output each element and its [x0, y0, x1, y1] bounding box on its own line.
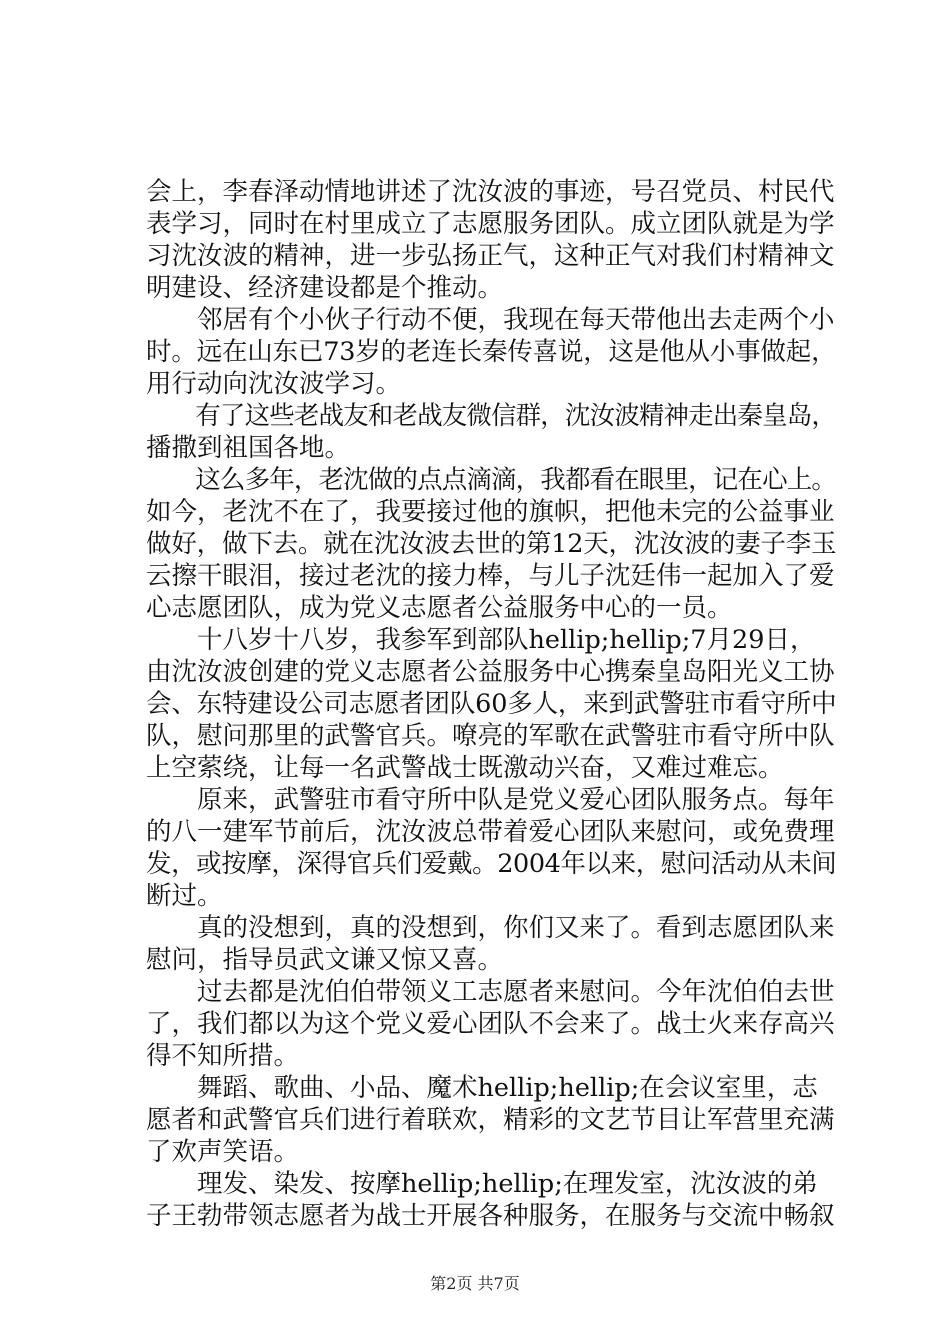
text-line: 原来，武警驻市看守所中队是党义爱心团队服务点。每年 — [146, 785, 835, 815]
text-line: 上空萦绕，让每一名武警战士既激动兴奋，又难过难忘。 — [146, 753, 784, 783]
text-line: 队，慰问那里的武警官兵。嘹亮的军歌在武警驻市看守所中队 — [146, 721, 835, 751]
text-line: 舞蹈、歌曲、小品、魔术hellip;hellip;在会议室里，志 — [146, 1073, 818, 1103]
text-line: 了欢声笑语。 — [146, 1137, 300, 1167]
text-line: 十八岁十八岁，我参军到部队hellip;hellip;7月29日， — [146, 625, 816, 655]
text-line: 如今，老沈不在了，我要接过他的旗帜，把他未完的公益事业 — [146, 497, 835, 527]
text-line: 由沈汝波创建的党义志愿者公益服务中心携秦皇岛阳光义工协 — [146, 657, 835, 687]
text-line: 子王勃带领志愿者为战士开展各种服务，在服务与交流中畅叙 — [146, 1201, 835, 1231]
text-line: 心志愿团队，成为党义志愿者公益服务中心的一员。 — [146, 593, 733, 623]
text-line: 时。远在山东已73岁的老连长秦传喜说，这是他从小事做起， — [146, 337, 837, 367]
text-line: 有了这些老战友和老战友微信群，沈汝波精神走出秦皇岛， — [146, 401, 837, 431]
text-line: 邻居有个小伙子行动不便，我现在每天带他出去走两个小 — [146, 305, 835, 335]
page-number: 第2页 共7页 — [430, 1274, 520, 1293]
text-line: 的八一建军节前后，沈汝波总带着爱心团队来慰问，或免费理 — [146, 817, 835, 847]
text-line: 习沈汝波的精神，进一步弘扬正气，这种正气对我们村精神文 — [146, 241, 835, 271]
text-line: 播撒到祖国各地。 — [146, 433, 351, 463]
text-line: 断过。 — [146, 881, 223, 911]
text-line: 了，我们都以为这个党义爱心团队不会来了。战士火来存高兴 — [146, 1009, 835, 1039]
text-line: 表学习，同时在村里成立了志愿服务团队。成立团队就是为学 — [146, 209, 835, 239]
text-line: 真的没想到，真的没想到，你们又来了。看到志愿团队来 — [146, 913, 835, 943]
text-line: 明建设、经济建设都是个推动。 — [146, 273, 504, 303]
text-line: 过去都是沈伯伯带领义工志愿者来慰问。今年沈伯伯去世 — [146, 977, 835, 1007]
text-line: 愿者和武警官兵们进行着联欢，精彩的文艺节目让军营里充满 — [146, 1105, 835, 1135]
text-line: 得不知所措。 — [146, 1041, 300, 1071]
text-line: 做好，做下去。就在沈汝波去世的第12天，沈汝波的妻子李玉 — [146, 529, 837, 559]
text-line: 会、东特建设公司志愿者团队60多人，来到武警驻市看守所中 — [146, 689, 837, 719]
text-line: 云擦干眼泪，接过老沈的接力棒，与儿子沈廷伟一起加入了爱 — [146, 561, 835, 591]
text-line: 理发、染发、按摩hellip;hellip;在理发室，沈汝波的弟 — [146, 1169, 818, 1199]
text-line: 慰问，指导员武文谦又惊又喜。 — [146, 945, 504, 975]
text-line: 发，或按摩，深得官兵们爱戴。2004年以来，慰问活动从未间 — [146, 849, 837, 879]
text-line: 用行动向沈汝波学习。 — [146, 369, 402, 399]
text-line: 会上，李春泽动情地讲述了沈汝波的事迹，号召党员、村民代 — [146, 177, 835, 207]
text-line: 这么多年，老沈做的点点滴滴，我都看在眼里，记在心上。 — [146, 465, 837, 495]
